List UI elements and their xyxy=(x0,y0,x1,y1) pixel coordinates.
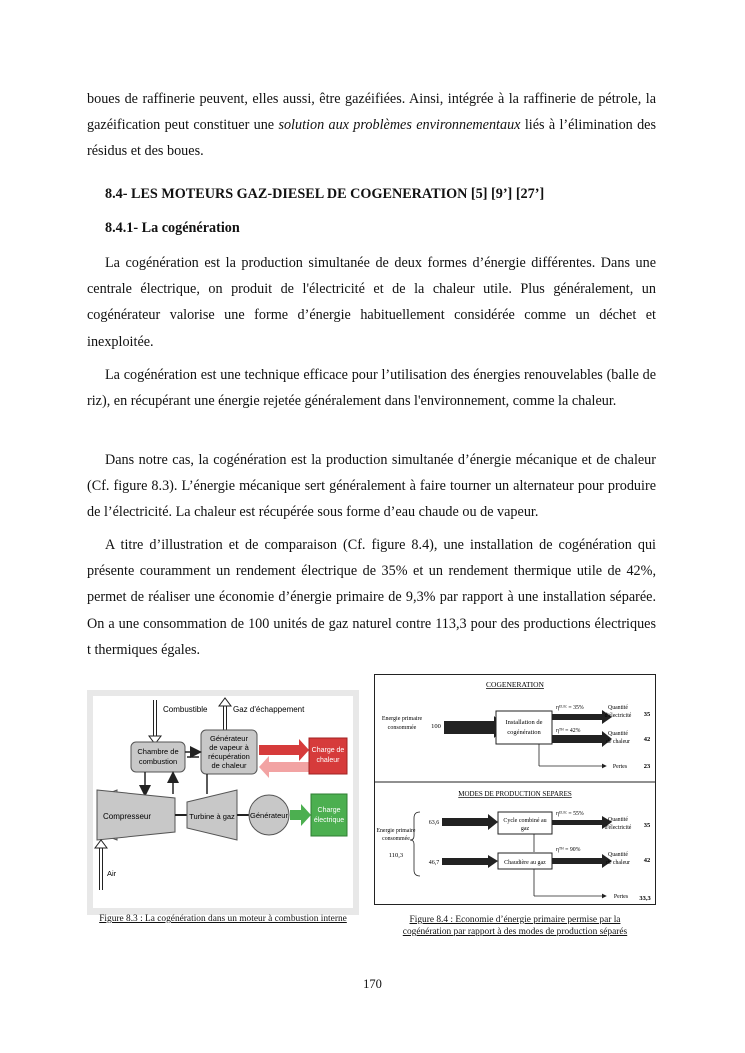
svg-text:d'électricité: d'électricité xyxy=(604,825,632,831)
svg-text:Energie primaire: Energie primaire xyxy=(381,716,423,722)
figure-8-4 xyxy=(374,674,656,905)
svg-text:Energie primaire: Energie primaire xyxy=(376,828,416,834)
svg-text:33,3: 33,3 xyxy=(639,895,651,902)
svg-text:combustion: combustion xyxy=(138,757,178,766)
svg-text:Quantité: Quantité xyxy=(608,705,628,711)
svg-text:46,7: 46,7 xyxy=(428,860,440,866)
section-heading: 8.4- LES MOTEURS GAZ-DIESEL DE COGENERATION [5] [9’] [27’] xyxy=(105,186,545,202)
paragraph-2: La cogénération est une technique efficace pour l’utilisation des énergies renouvelables (balle de riz), en récupérant une énergie rejetée généralement dans l'environnement, comme la chaleur. xyxy=(87,367,656,410)
svg-text:Cycle combiné au: Cycle combiné au xyxy=(503,818,547,824)
paragraph-1: La cogénération est la production simultanée de deux formes d’énergie différentes. Dans une centrale électrique, on produit de l'électricité et de la chaleur utile. Plus généralement, un cogénérateur valorise une forme d’énergie habituellement considérée comme un déchet et inexploitée. xyxy=(87,255,656,350)
svg-text:63,6: 63,6 xyxy=(428,820,440,826)
svg-text:Quantité: Quantité xyxy=(608,852,628,858)
svg-text:de chaleur: de chaleur xyxy=(606,739,630,745)
intro-text: boues de raffinerie peuvent, elles aussi, être gazéifiées. Ainsi, intégrée à la raffinerie de pétrole, la gazéification peut constituer une solution aux problèmes environnementaux liés à l’élimination des résidus et des boues. xyxy=(87,91,656,160)
electric-load-box xyxy=(311,794,347,836)
svg-text:récupération: récupération xyxy=(208,752,250,761)
intro-paragraph xyxy=(87,86,656,165)
heat-load-box xyxy=(309,738,347,774)
svg-text:Générateur: Générateur xyxy=(210,734,248,743)
svg-text:Quantité: Quantité xyxy=(608,817,628,823)
svg-text:consommée: consommée xyxy=(382,836,410,842)
paragraph-4: A titre d’illustration et de comparaison (Cf. figure 8.4), une installation de cogénération qui présente couramment un rendement électrique de 35% et un rendement thermique utile de 42%, permet de réaliser une économie d’énergie primaire de 9,3% par rapport à une installation séparée. On a une consommation de 100 unités de gaz naturel contre 113,3 pour des productions électriques t thermiques égales. xyxy=(87,537,656,658)
figure-8-3 xyxy=(87,690,359,915)
svg-text:35: 35 xyxy=(643,711,651,718)
cogen-input-value: 100 xyxy=(431,723,441,730)
cogen-eta-elec: ηᴱᴸᴱᶜ = 35% xyxy=(556,705,584,711)
svg-text:Chaudière au gaz: Chaudière au gaz xyxy=(504,860,546,866)
svg-text:42: 42 xyxy=(643,857,651,864)
svg-text:42: 42 xyxy=(643,736,651,743)
svg-text:Installation de: Installation de xyxy=(505,719,543,726)
figure-8-4-caption: Figure 8.4 : Economie d’énergie primaire permise par la cogénération par rapport à des modes de production séparés xyxy=(402,915,628,937)
svg-text:gaz: gaz xyxy=(520,826,530,832)
svg-text:23: 23 xyxy=(643,763,651,770)
compressor-label: Compresseur xyxy=(102,812,152,821)
exhaust-label: Gaz d'échappement xyxy=(233,705,305,714)
generator-label: Générateur xyxy=(250,811,288,820)
svg-text:électrique: électrique xyxy=(313,817,345,824)
paragraph-3: Dans notre cas, la cogénération est la production simultanée d’énergie mécanique et de chaleur (Cf. figure 8.3). L’énergie mécanique sert généralement à faire tourner un alternateur pour produire de l’électricité. La chaleur est récupérée sous forme d’eau chaude ou de vapeur. xyxy=(87,452,656,521)
svg-text:d'électricité: d'électricité xyxy=(604,713,632,719)
cogen-title: COGENERATION xyxy=(486,680,544,689)
separes-total: 110,3 xyxy=(388,852,404,859)
cogen-eta-th: ηᵀᴴ = 42% xyxy=(556,728,581,734)
svg-text:cogénération: cogénération xyxy=(507,729,541,736)
svg-text:35: 35 xyxy=(643,822,651,829)
svg-text:de chaleur: de chaleur xyxy=(606,860,630,866)
intro-emphasis: solution aux problèmes environnementaux xyxy=(278,117,521,134)
separes-title: MODES DE PRODUCTION SEPARES xyxy=(458,790,572,798)
svg-text:chaleur: chaleur xyxy=(316,757,340,764)
svg-text:Pertes: Pertes xyxy=(613,894,629,900)
figure-8-3-caption: Figure 8.3 : La cogénération dans un moteur à combustion interne xyxy=(99,914,347,924)
page-number: 170 xyxy=(363,977,382,991)
svg-text:Pertes: Pertes xyxy=(612,764,628,770)
air-label: Air xyxy=(107,869,117,878)
svg-text:Chambre de: Chambre de xyxy=(137,747,179,756)
svg-text:Charge: Charge xyxy=(317,807,341,814)
separes-eta-th: ηᵀᴴ = 90% xyxy=(556,847,581,853)
svg-text:Charge de: Charge de xyxy=(311,747,345,754)
subsection-heading: 8.4.1- La cogénération xyxy=(105,220,240,236)
combustible-label: Combustible xyxy=(163,705,208,714)
cogen-box xyxy=(496,711,552,744)
separes-eta-elec: ηᴱᴸᴱᶜ = 55% xyxy=(556,811,584,817)
svg-text:consommée: consommée xyxy=(387,725,417,731)
svg-text:Quantité: Quantité xyxy=(608,731,628,737)
svg-text:de chaleur: de chaleur xyxy=(211,761,247,770)
svg-text:de vapeur à: de vapeur à xyxy=(209,743,249,752)
turbine-label: Turbine à gaz xyxy=(189,812,235,821)
